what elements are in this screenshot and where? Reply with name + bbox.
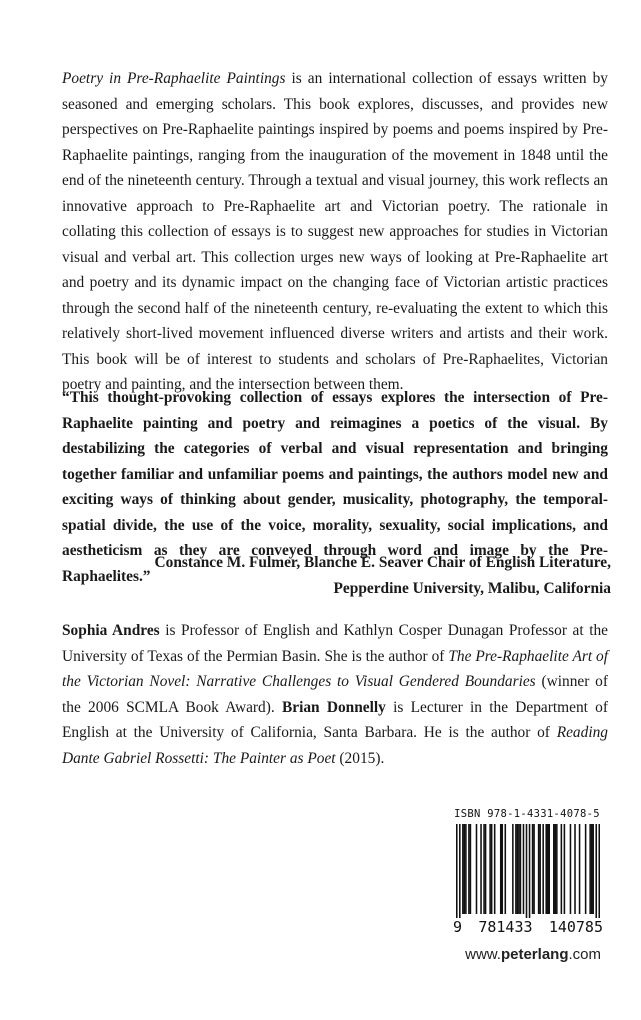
barcode-bar bbox=[595, 824, 597, 924]
author-bios bbox=[62, 618, 608, 771]
barcode-bar bbox=[589, 824, 591, 914]
publisher-url[interactable] bbox=[465, 946, 601, 963]
barcode-bar bbox=[456, 824, 458, 924]
barcode-bar bbox=[523, 824, 525, 914]
barcode-bar bbox=[533, 824, 535, 914]
barcode-digit-group1: 781433 bbox=[478, 918, 533, 936]
barcode-bar bbox=[526, 824, 528, 924]
author2-name: Brian Donnelly bbox=[281, 698, 386, 716]
barcode-bar bbox=[542, 824, 544, 914]
author1-bio-text-end: (winner of the 2006 SCMLA Book Award). bbox=[62, 673, 609, 716]
barcode-bar bbox=[476, 824, 478, 914]
barcode-bar bbox=[570, 824, 572, 914]
barcode-bar bbox=[464, 824, 466, 914]
barcode-bar bbox=[501, 824, 503, 914]
author2-bio-text: is Lecturer in the Department of English at the University of California, Santa Barbara. He is the author of bbox=[62, 698, 608, 741]
author2-book-title: Reading Dante Gabriel Rossetti: The Painter as Poet bbox=[62, 724, 608, 767]
review-attribution bbox=[51, 550, 611, 601]
publisher-url-suffix: .com bbox=[568, 946, 601, 963]
barcode-bar bbox=[505, 824, 507, 914]
barcode-bar bbox=[465, 824, 467, 914]
barcode-bar bbox=[512, 824, 514, 914]
author1-name: Sophia Andres bbox=[62, 622, 160, 639]
barcode-bar bbox=[517, 824, 519, 914]
isbn-label: ISBN 978-1-4331-4078-5 bbox=[454, 808, 600, 820]
book-title: Poetry in Pre-Raphaelite Paintings bbox=[62, 70, 286, 87]
barcode-bar bbox=[574, 824, 576, 914]
book-description bbox=[62, 66, 608, 398]
barcode-bar bbox=[529, 824, 531, 924]
barcode-bar bbox=[548, 824, 550, 914]
barcode-bar bbox=[518, 824, 520, 914]
barcode-bar bbox=[538, 824, 540, 914]
barcode-bar bbox=[468, 824, 470, 914]
reviewer-affiliation: Pepperdine University, Malibu, California bbox=[333, 579, 611, 597]
barcode-bar bbox=[480, 824, 482, 914]
publisher-url-prefix: www. bbox=[465, 946, 501, 963]
author2-bio-text-end: (2015). bbox=[335, 749, 385, 767]
barcode-bar bbox=[470, 824, 472, 914]
barcode-bar bbox=[489, 824, 491, 914]
barcode-bar bbox=[532, 824, 534, 914]
barcode-digit-group2: 140785 bbox=[548, 918, 603, 936]
barcode-digit-first: 9 bbox=[453, 918, 463, 936]
barcode-bar bbox=[491, 824, 493, 914]
reviewer-title: , Blanche E. Seaver Chair of English Literature, bbox=[296, 554, 611, 571]
book-description-text: is an international collection of essays written by seasoned and emerging scholars. This book explores, discusses, and provides new perspectives on Pre-Raphaelite paintings inspired by poems and poems inspired by Pre-Raphaelite paintings, ranging from the inauguration of the movement in 1848 until the end of the nineteenth century. Through a textual and visual journey, this work reflects an innovative approach to Pre-Raphaelite art and Victorian poetry. The rationale in collating this collection of essays is to suggest new approaches for studies in Victorian visual and verbal art. This collection urges new ways of looking at Pre-Raphaelite art and poetry and its dynamic impact on the changing face of Victorian artistic practices through the second half of the nineteenth century, re-evaluating the extent to which this relatively short-lived movement influenced diverse writers and artists and their work. This book will be of interest to students and scholars of Pre-Raphaelites, Victorian poetry and painting, and the intersection between them. bbox=[62, 70, 608, 393]
barcode-bar bbox=[561, 824, 563, 914]
barcode-bar bbox=[591, 824, 593, 914]
barcode-bars bbox=[456, 824, 600, 924]
barcode-bar bbox=[515, 824, 517, 914]
publisher-url-brand: peterlang bbox=[500, 946, 569, 963]
barcode-bar bbox=[462, 824, 464, 914]
author1-book-title: The Pre-Raphaelite Art of the Victorian Novel: Narrative Challenges to Visual Gendered Boundaries bbox=[62, 647, 608, 690]
reviewer-name: Constance M. Fulmer bbox=[154, 554, 297, 571]
barcode-digits bbox=[452, 918, 604, 936]
barcode-bar bbox=[483, 824, 485, 914]
barcode-bar bbox=[564, 824, 566, 914]
barcode-bar bbox=[485, 824, 487, 914]
barcode-bar bbox=[585, 824, 587, 914]
barcode-bar bbox=[545, 824, 547, 914]
barcode-bar bbox=[494, 824, 496, 914]
barcode-bar bbox=[592, 824, 594, 914]
barcode-bar bbox=[459, 824, 461, 924]
barcode-bar bbox=[598, 824, 600, 924]
isbn-barcode bbox=[452, 808, 602, 938]
barcode-bar bbox=[555, 824, 557, 914]
barcode-bar bbox=[553, 824, 555, 914]
barcode-bar bbox=[500, 824, 502, 914]
author1-bio-text: is Professor of English and Kathlyn Cosper Dunagan Professor at the University of Texas of the Permian Basin. She is the author of bbox=[62, 622, 608, 665]
barcode-bar bbox=[579, 824, 581, 914]
review-quote: “This thought-provoking collection of essays explores the intersection of Pre-Raphaelite painting and poetry and reimagines a poetics of the visual. By destabilizing the categories of verbal and visual representation and bringing together familiar and unfamiliar poems and paintings, the authors model new and exciting ways of thinking about gender, musicality, photography, the temporal-spatial divide, the use of the voice, morality, sexuality, social implications, and aestheticism as they are conveyed through word and image by the Pre-Raphaelites.” bbox=[62, 389, 608, 585]
barcode-bar bbox=[520, 824, 522, 914]
barcode-bar bbox=[556, 824, 558, 914]
barcode-bar bbox=[547, 824, 549, 914]
barcode-bar bbox=[539, 824, 541, 914]
